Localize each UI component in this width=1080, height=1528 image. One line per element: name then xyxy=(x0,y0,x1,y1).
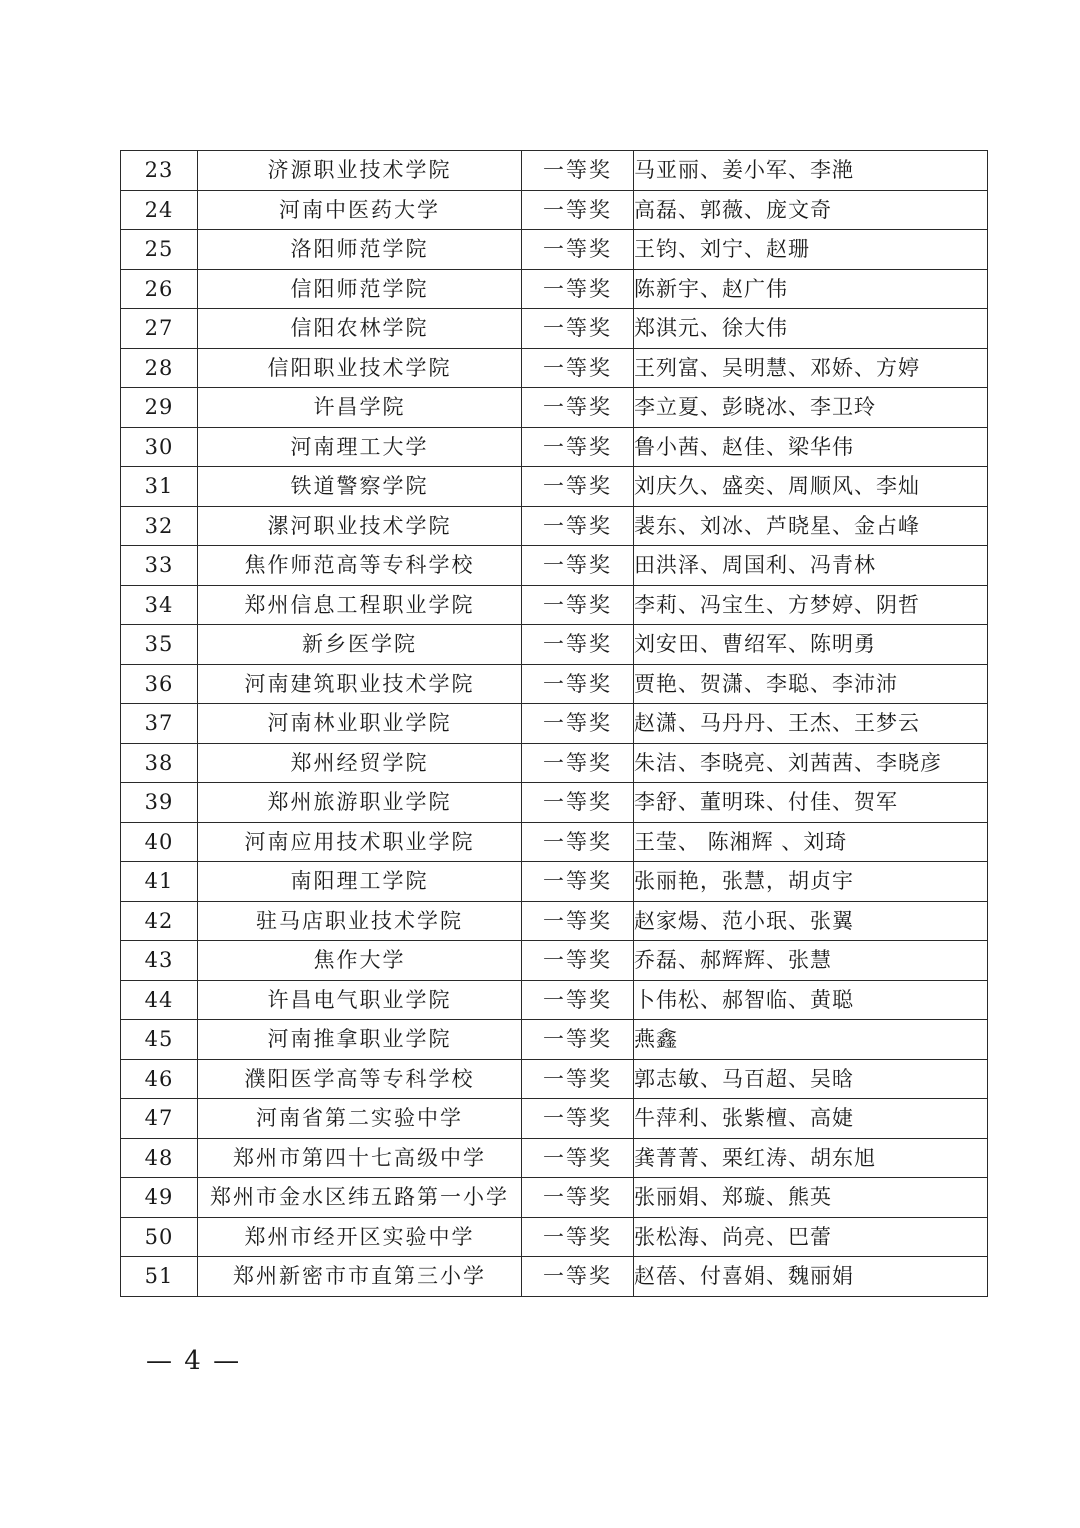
table-row xyxy=(121,269,988,309)
table-row xyxy=(121,822,988,862)
award-level-cell: 一等奖 xyxy=(522,467,634,507)
table-row xyxy=(121,980,988,1020)
row-number-cell: 39 xyxy=(121,783,198,823)
winner-names-cell: 朱洁、李晓亮、刘茜茜、李晓彦 xyxy=(634,743,988,783)
winner-names-cell: 李舒、董明珠、付佳、贺军 xyxy=(634,783,988,823)
winner-names-cell: 郭志敏、马百超、吴晗 xyxy=(634,1059,988,1099)
table-row xyxy=(121,1257,988,1297)
unit-name-cell: 济源职业技术学院 xyxy=(198,151,522,191)
award-level-cell: 一等奖 xyxy=(522,1099,634,1139)
row-number-cell: 49 xyxy=(121,1178,198,1218)
table-row xyxy=(121,783,988,823)
winner-names-cell: 刘安田、曹绍军、陈明勇 xyxy=(634,625,988,665)
winner-names-cell: 龚菁菁、栗红涛、胡东旭 xyxy=(634,1138,988,1178)
row-number-cell: 35 xyxy=(121,625,198,665)
row-number-cell: 31 xyxy=(121,467,198,507)
winner-names-cell: 王列富、吴明慧、邓娇、方婷 xyxy=(634,348,988,388)
row-number-cell: 47 xyxy=(121,1099,198,1139)
row-number-cell: 23 xyxy=(121,151,198,191)
winner-names-cell: 陈新宇、赵广伟 xyxy=(634,269,988,309)
award-level-cell: 一等奖 xyxy=(522,1178,634,1218)
unit-name-cell: 驻马店职业技术学院 xyxy=(198,901,522,941)
award-level-cell: 一等奖 xyxy=(522,585,634,625)
winner-names-cell: 李立夏、彭晓冰、李卫玲 xyxy=(634,388,988,428)
table-row xyxy=(121,348,988,388)
table-row xyxy=(121,585,988,625)
unit-name-cell: 信阳职业技术学院 xyxy=(198,348,522,388)
unit-name-cell: 洛阳师范学院 xyxy=(198,230,522,270)
row-number-cell: 30 xyxy=(121,427,198,467)
table-row xyxy=(121,309,988,349)
row-number-cell: 25 xyxy=(121,230,198,270)
table-row xyxy=(121,546,988,586)
winner-names-cell: 乔磊、郝辉辉、张慧 xyxy=(634,941,988,981)
unit-name-cell: 河南应用技术职业学院 xyxy=(198,822,522,862)
table-row xyxy=(121,901,988,941)
row-number-cell: 43 xyxy=(121,941,198,981)
row-number-cell: 48 xyxy=(121,1138,198,1178)
table-row xyxy=(121,1020,988,1060)
unit-name-cell: 漯河职业技术学院 xyxy=(198,506,522,546)
row-number-cell: 51 xyxy=(121,1257,198,1297)
unit-name-cell: 河南林业职业学院 xyxy=(198,704,522,744)
row-number-cell: 38 xyxy=(121,743,198,783)
page-number: — 4 — xyxy=(146,1346,242,1376)
row-number-cell: 36 xyxy=(121,664,198,704)
unit-name-cell: 信阳农林学院 xyxy=(198,309,522,349)
award-level-cell: 一等奖 xyxy=(522,822,634,862)
unit-name-cell: 信阳师范学院 xyxy=(198,269,522,309)
table-row xyxy=(121,1059,988,1099)
winner-names-cell: 马亚丽、姜小军、李滟 xyxy=(634,151,988,191)
row-number-cell: 40 xyxy=(121,822,198,862)
unit-name-cell: 郑州市第四十七高级中学 xyxy=(198,1138,522,1178)
table-row xyxy=(121,625,988,665)
table-row xyxy=(121,941,988,981)
row-number-cell: 33 xyxy=(121,546,198,586)
table-row xyxy=(121,664,988,704)
award-level-cell: 一等奖 xyxy=(522,862,634,902)
unit-name-cell: 铁道警察学院 xyxy=(198,467,522,507)
winner-names-cell: 鲁小茜、赵佳、梁华伟 xyxy=(634,427,988,467)
winner-names-cell: 贾艳、贺潇、李聪、李沛沛 xyxy=(634,664,988,704)
award-level-cell: 一等奖 xyxy=(522,1059,634,1099)
table-row xyxy=(121,704,988,744)
award-level-cell: 一等奖 xyxy=(522,309,634,349)
row-number-cell: 44 xyxy=(121,980,198,1020)
table-row xyxy=(121,1217,988,1257)
table-row xyxy=(121,388,988,428)
unit-name-cell: 河南建筑职业技术学院 xyxy=(198,664,522,704)
winner-names-cell: 牛萍利、张紫檀、高婕 xyxy=(634,1099,988,1139)
table-row xyxy=(121,467,988,507)
awards-table-body xyxy=(121,151,988,1297)
row-number-cell: 46 xyxy=(121,1059,198,1099)
award-level-cell: 一等奖 xyxy=(522,1138,634,1178)
winner-names-cell: 高磊、郭薇、庞文奇 xyxy=(634,190,988,230)
award-level-cell: 一等奖 xyxy=(522,269,634,309)
unit-name-cell: 焦作大学 xyxy=(198,941,522,981)
winner-names-cell: 王莹、 陈湘辉 、刘琦 xyxy=(634,822,988,862)
row-number-cell: 32 xyxy=(121,506,198,546)
unit-name-cell: 许昌电气职业学院 xyxy=(198,980,522,1020)
unit-name-cell: 河南理工大学 xyxy=(198,427,522,467)
unit-name-cell: 河南推拿职业学院 xyxy=(198,1020,522,1060)
row-number-cell: 24 xyxy=(121,190,198,230)
unit-name-cell: 焦作师范高等专科学校 xyxy=(198,546,522,586)
award-level-cell: 一等奖 xyxy=(522,506,634,546)
awards-table xyxy=(120,150,988,1297)
table-row xyxy=(121,230,988,270)
unit-name-cell: 南阳理工学院 xyxy=(198,862,522,902)
award-level-cell: 一等奖 xyxy=(522,664,634,704)
unit-name-cell: 郑州市经开区实验中学 xyxy=(198,1217,522,1257)
award-level-cell: 一等奖 xyxy=(522,190,634,230)
unit-name-cell: 郑州经贸学院 xyxy=(198,743,522,783)
table-row xyxy=(121,1099,988,1139)
winner-names-cell: 张丽艳，张慧，胡贞宇 xyxy=(634,862,988,902)
award-level-cell: 一等奖 xyxy=(522,941,634,981)
winner-names-cell: 赵蓓、付喜娟、魏丽娟 xyxy=(634,1257,988,1297)
award-level-cell: 一等奖 xyxy=(522,743,634,783)
unit-name-cell: 郑州信息工程职业学院 xyxy=(198,585,522,625)
award-level-cell: 一等奖 xyxy=(522,901,634,941)
winner-names-cell: 张丽娟、郑璇、熊英 xyxy=(634,1178,988,1218)
winner-names-cell: 郑淇元、徐大伟 xyxy=(634,309,988,349)
award-level-cell: 一等奖 xyxy=(522,1217,634,1257)
row-number-cell: 37 xyxy=(121,704,198,744)
unit-name-cell: 郑州新密市市直第三小学 xyxy=(198,1257,522,1297)
winner-names-cell: 卜伟松、郝智临、黄聪 xyxy=(634,980,988,1020)
unit-name-cell: 许昌学院 xyxy=(198,388,522,428)
award-level-cell: 一等奖 xyxy=(522,783,634,823)
unit-name-cell: 河南省第二实验中学 xyxy=(198,1099,522,1139)
row-number-cell: 42 xyxy=(121,901,198,941)
winner-names-cell: 赵潇、马丹丹、王杰、王梦云 xyxy=(634,704,988,744)
award-level-cell: 一等奖 xyxy=(522,625,634,665)
winner-names-cell: 张松海、尚亮、巴蕾 xyxy=(634,1217,988,1257)
row-number-cell: 28 xyxy=(121,348,198,388)
unit-name-cell: 新乡医学院 xyxy=(198,625,522,665)
award-level-cell: 一等奖 xyxy=(522,388,634,428)
unit-name-cell: 濮阳医学高等专科学校 xyxy=(198,1059,522,1099)
row-number-cell: 50 xyxy=(121,1217,198,1257)
table-row xyxy=(121,743,988,783)
unit-name-cell: 郑州市金水区纬五路第一小学 xyxy=(198,1178,522,1218)
award-level-cell: 一等奖 xyxy=(522,546,634,586)
winner-names-cell: 王钧、刘宁、赵珊 xyxy=(634,230,988,270)
winner-names-cell: 李莉、冯宝生、方梦婷、阴哲 xyxy=(634,585,988,625)
table-row xyxy=(121,427,988,467)
winner-names-cell: 燕鑫 xyxy=(634,1020,988,1060)
award-level-cell: 一等奖 xyxy=(522,1020,634,1060)
row-number-cell: 27 xyxy=(121,309,198,349)
table-row xyxy=(121,151,988,191)
winner-names-cell: 赵家煬、范小珉、张翼 xyxy=(634,901,988,941)
award-level-cell: 一等奖 xyxy=(522,704,634,744)
table-row xyxy=(121,190,988,230)
winner-names-cell: 刘庆久、盛奕、周顺风、李灿 xyxy=(634,467,988,507)
row-number-cell: 41 xyxy=(121,862,198,902)
row-number-cell: 34 xyxy=(121,585,198,625)
award-level-cell: 一等奖 xyxy=(522,980,634,1020)
award-level-cell: 一等奖 xyxy=(522,427,634,467)
unit-name-cell: 河南中医药大学 xyxy=(198,190,522,230)
winner-names-cell: 田洪泽、周国利、冯青林 xyxy=(634,546,988,586)
row-number-cell: 45 xyxy=(121,1020,198,1060)
table-row xyxy=(121,1178,988,1218)
award-level-cell: 一等奖 xyxy=(522,348,634,388)
table-row xyxy=(121,1138,988,1178)
unit-name-cell: 郑州旅游职业学院 xyxy=(198,783,522,823)
award-level-cell: 一等奖 xyxy=(522,151,634,191)
row-number-cell: 29 xyxy=(121,388,198,428)
award-level-cell: 一等奖 xyxy=(522,1257,634,1297)
award-level-cell: 一等奖 xyxy=(522,230,634,270)
winner-names-cell: 裴东、刘冰、芦晓星、金占峰 xyxy=(634,506,988,546)
row-number-cell: 26 xyxy=(121,269,198,309)
table-row xyxy=(121,862,988,902)
table-row xyxy=(121,506,988,546)
